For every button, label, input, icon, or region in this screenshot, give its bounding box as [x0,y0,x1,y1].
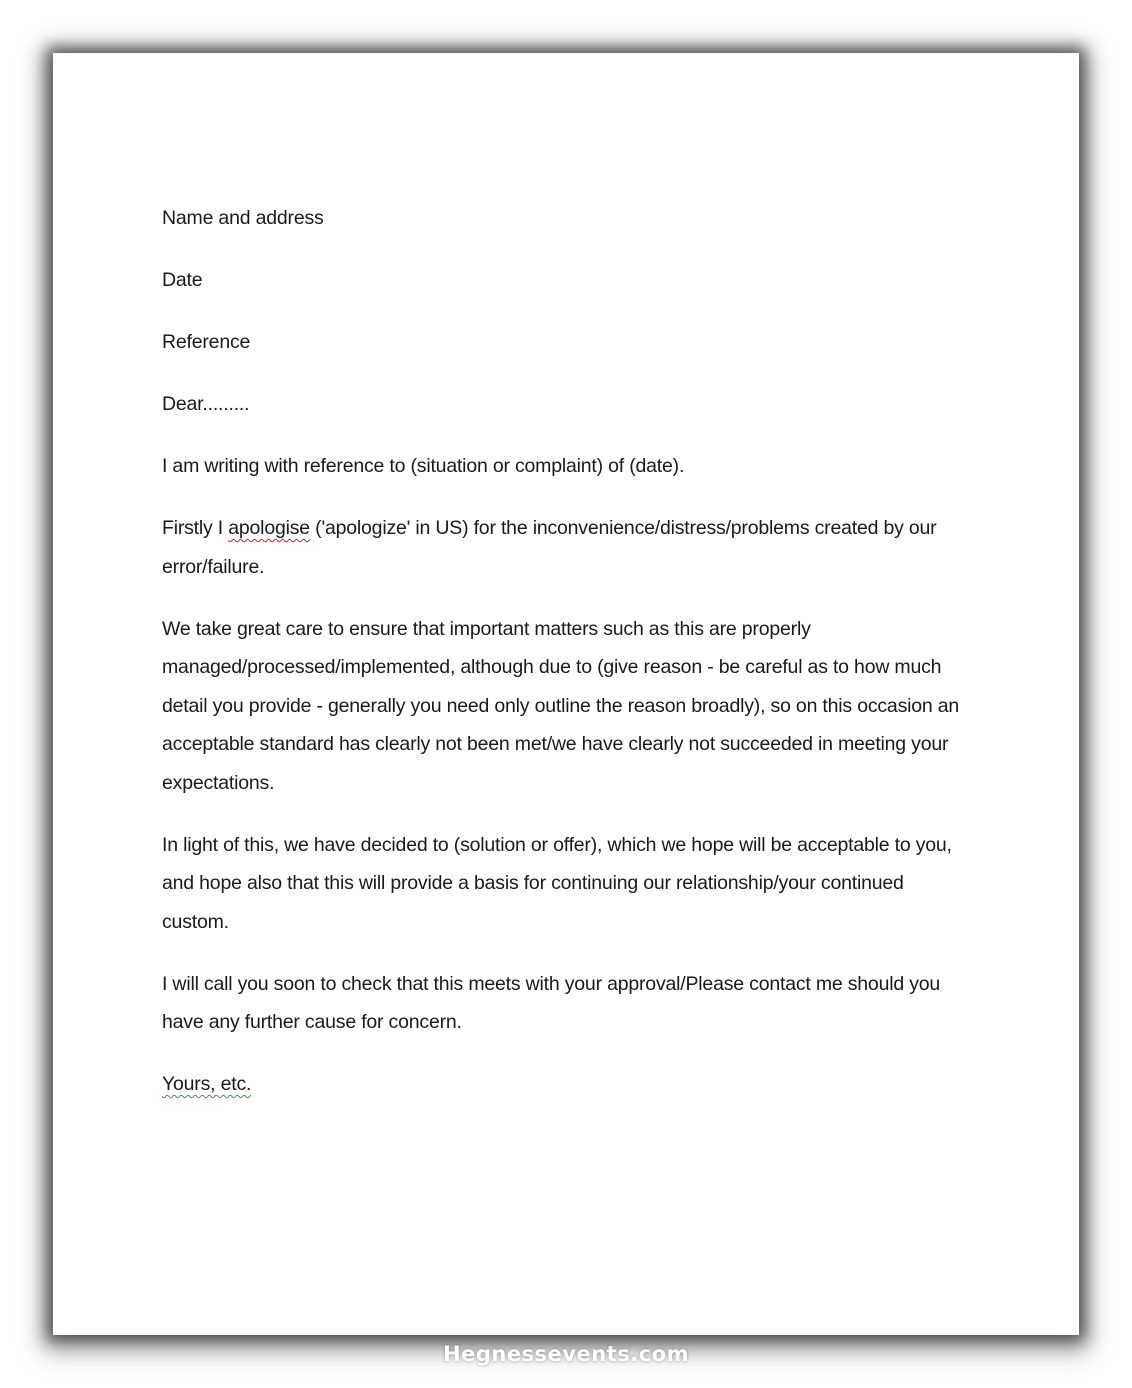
watermark-text: Hegnessevents.com [443,1342,689,1366]
salutation: Dear......... [162,393,250,415]
grammar-flagged-closing: Yours, etc. [162,1073,252,1095]
letter-body [162,199,962,1127]
paragraph-1: I am writing with reference to (situation or complaint) of (date). [162,455,685,477]
paragraph-3: We take great care to ensure that important matters such as this are properly managed/processed/implemented, although due to (give reason - be careful as to how much detail you provide - generally you need only outline the reason broadly), so on this occasion an acceptable standard has clearly not been met/we have clearly not succeeded in meeting your expectations. [162,617,960,794]
document-page [53,53,1079,1335]
closing-line [162,1065,962,1104]
paragraph-2-suffix: ('apologize' in US) for the inconvenience/distress/problems created by our error/failure. [162,517,937,578]
paragraph-4: In light of this, we have decided to (solution or offer), which we hope will be acceptable to you, and hope also that this will provide a basis for continuing our relationship/your continued custom. [162,833,952,933]
spelling-flagged-word: apologise [228,517,310,539]
date-line: Date [162,269,203,291]
name-address-line: Name and address [162,207,324,229]
paragraph-2-prefix: Firstly I [162,517,229,539]
paragraph-2 [162,509,962,586]
paragraph-5: I will call you soon to check that this meets with your approval/Please contact me should you have any further cause for concern. [162,972,941,1033]
reference-line: Reference [162,331,251,353]
